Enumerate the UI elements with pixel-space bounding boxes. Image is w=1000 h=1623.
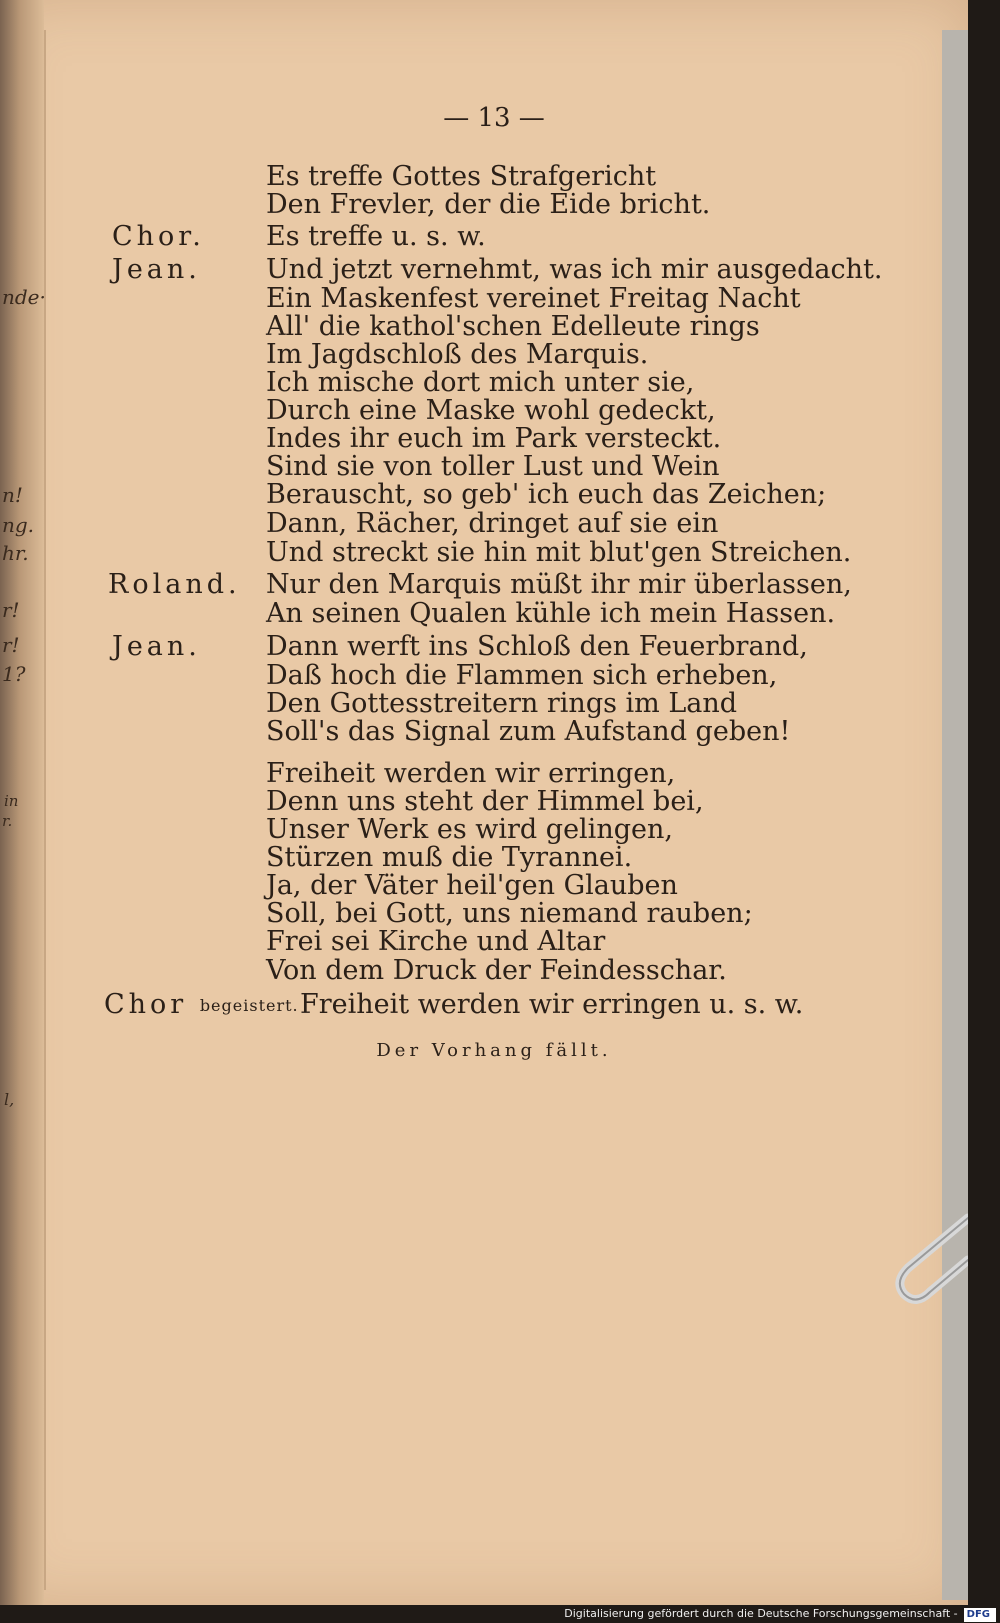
text-line: Frei sei Kirche und Altar bbox=[266, 926, 606, 957]
text-line: Ja, der Väter heil'gen Glauben bbox=[266, 870, 678, 901]
speaker-direction: begeistert. bbox=[199, 996, 299, 1015]
edge-fragment: in bbox=[4, 792, 19, 810]
text-line: Es treffe Gottes Strafgericht bbox=[266, 161, 657, 192]
text-line: Unser Werk es wird gelingen, bbox=[266, 814, 673, 845]
paper-clip-icon bbox=[890, 1210, 968, 1330]
edge-fragment: 1? bbox=[2, 662, 26, 686]
text-line: Dann, Rächer, dringet auf sie ein bbox=[266, 508, 719, 539]
page-number: — 13 — bbox=[443, 103, 545, 133]
speaker-label bbox=[104, 990, 299, 1021]
dfg-logo: DFG bbox=[964, 1608, 996, 1622]
text-line: Und streckt sie hin mit blut'gen Streichen. bbox=[266, 537, 852, 568]
text-line: Berauscht, so geb' ich euch das Zeichen; bbox=[266, 479, 827, 510]
previous-page-edge bbox=[44, 30, 46, 1590]
text-line: Den Frevler, der die Eide bricht. bbox=[266, 189, 711, 220]
text-line: Es treffe u. s. w. bbox=[266, 221, 486, 252]
text-line: Freiheit werden wir erringen u. s. w. bbox=[300, 989, 804, 1020]
text-line: Ich mische dort mich unter sie, bbox=[266, 367, 695, 398]
text-line: Im Jagdschloß des Marquis. bbox=[266, 339, 649, 370]
edge-fragment: ng. bbox=[2, 513, 35, 537]
text-line: Soll, bei Gott, uns niemand rauben; bbox=[266, 898, 753, 929]
text-line: Daß hoch die Flammen sich erheben, bbox=[266, 660, 778, 691]
edge-fragment: r! bbox=[2, 633, 20, 657]
text-line: Sind sie von toller Lust und Wein bbox=[266, 451, 720, 482]
footer-credit: Digitalisierung gefördert durch die Deutsche Forschungsgemeinschaft - bbox=[564, 1607, 958, 1620]
text-line: Dann werft ins Schloß den Feuerbrand, bbox=[266, 631, 808, 662]
text-line: Indes ihr euch im Park versteckt. bbox=[266, 423, 722, 454]
edge-fragment: hr. bbox=[2, 541, 29, 565]
text-line: Soll's das Signal zum Aufstand geben! bbox=[266, 716, 791, 747]
text-line: An seinen Qualen kühle ich mein Hassen. bbox=[266, 598, 836, 629]
speaker-label: Roland. bbox=[108, 569, 241, 600]
text-line: Von dem Druck der Feindesschar. bbox=[266, 955, 727, 986]
speaker-label: Jean. bbox=[112, 631, 201, 662]
edge-fragment: r. bbox=[2, 812, 13, 830]
text-line: Den Gottesstreitern rings im Land bbox=[266, 688, 738, 719]
edge-fragment: nde· bbox=[2, 285, 46, 309]
edge-fragment: r! bbox=[2, 598, 20, 622]
speaker-label: Jean. bbox=[112, 254, 201, 285]
text-line: Denn uns steht der Himmel bei, bbox=[266, 786, 704, 817]
edge-fragment: n! bbox=[2, 483, 23, 507]
text-line: Durch eine Maske wohl gedeckt, bbox=[266, 395, 716, 426]
speaker-name: Chor bbox=[104, 989, 188, 1020]
text-line: All' die kathol'schen Edelleute rings bbox=[266, 311, 760, 342]
text-line: Stürzen muß die Tyrannei. bbox=[266, 842, 633, 873]
text-line: Ein Maskenfest vereinet Freitag Nacht bbox=[266, 283, 801, 314]
edge-fragment: l, bbox=[4, 1090, 15, 1109]
footer-bar bbox=[0, 1605, 1000, 1623]
text-line: Nur den Marquis müßt ihr mir überlassen, bbox=[266, 569, 852, 600]
page-edge-right bbox=[942, 30, 968, 1600]
text-line: Und jetzt vernehmt, was ich mir ausgedacht. bbox=[266, 254, 883, 285]
stage-direction: Der Vorhang fällt. bbox=[376, 1040, 612, 1061]
speaker-label: Chor. bbox=[112, 221, 205, 252]
text-line: Freiheit werden wir erringen, bbox=[266, 758, 676, 789]
